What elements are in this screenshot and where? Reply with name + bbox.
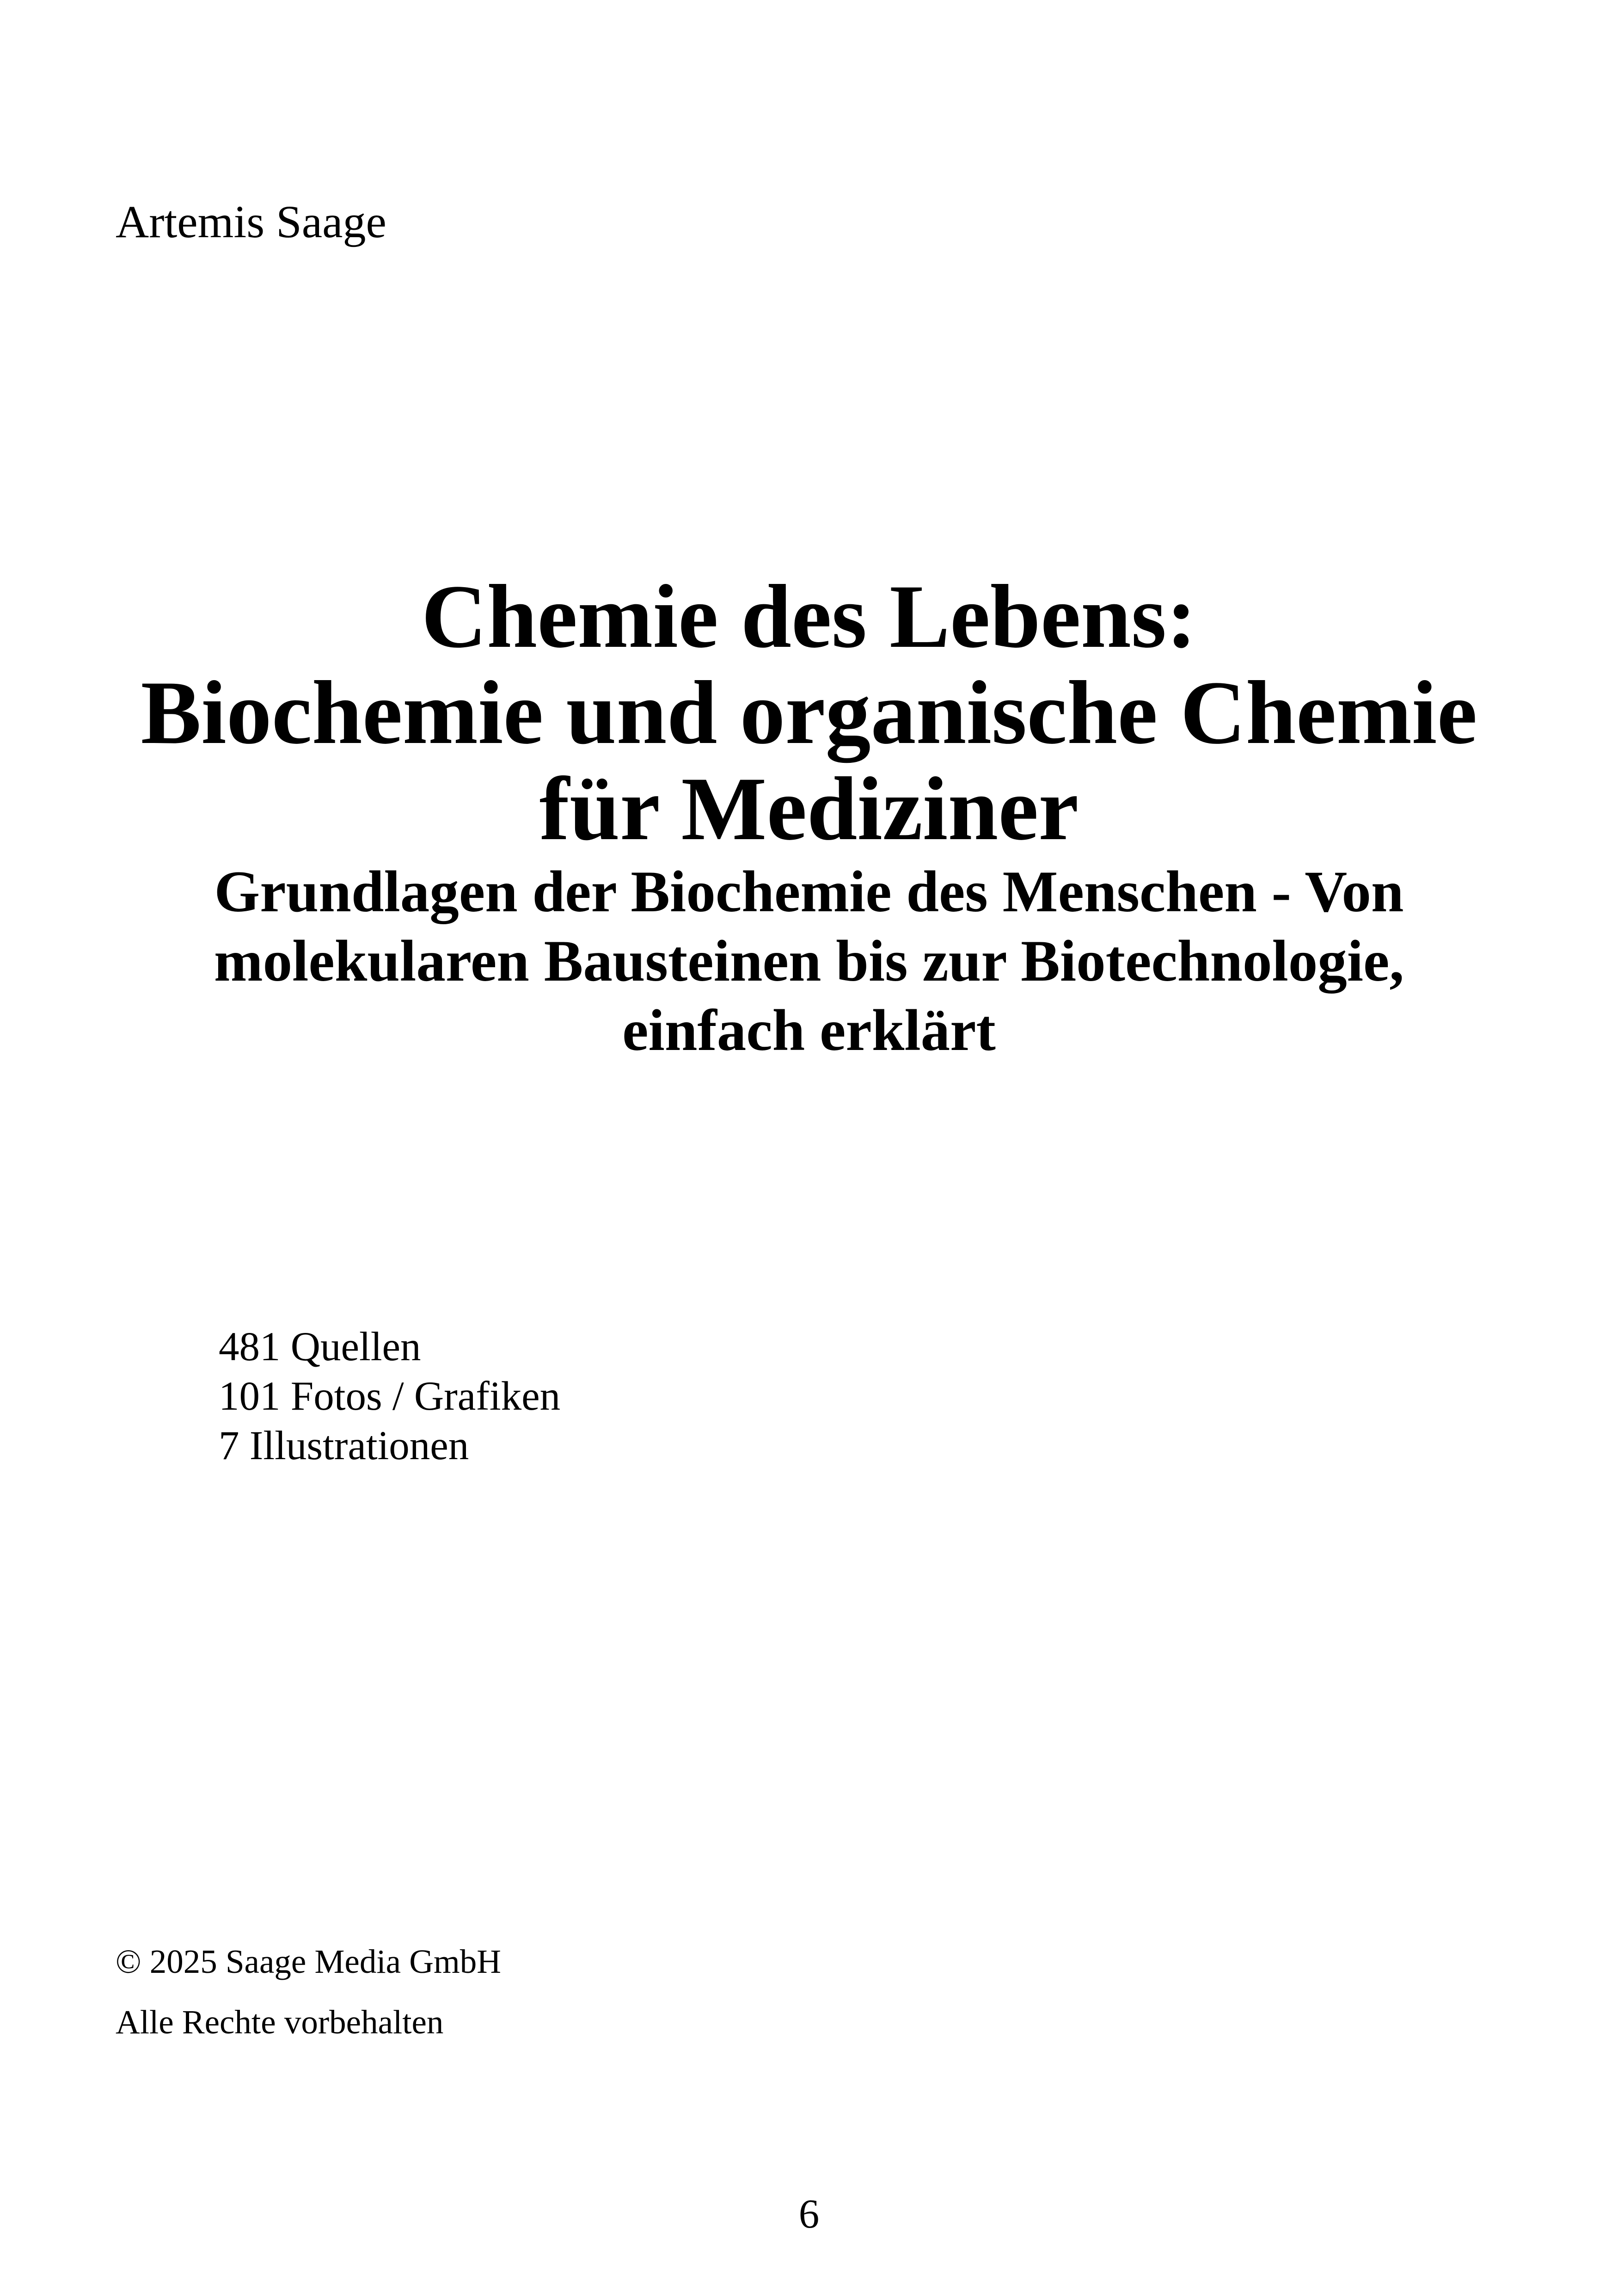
book-title-line-1: Chemie des Lebens: [421, 566, 1197, 667]
book-subtitle-line-3: einfach erklärt [622, 998, 996, 1063]
title-block [0, 566, 1618, 1065]
photos-graphics-count: 101 Fotos / Grafiken [219, 1374, 561, 1419]
book-stats [219, 1322, 560, 1471]
book-title-line-3: für Mediziner [539, 759, 1079, 859]
sources-count: 481 Quellen [219, 1324, 421, 1369]
rights-notice: Alle Rechte vorbehalten [116, 2003, 444, 2041]
book-title-line-2: Biochemie und organische Chemie [141, 663, 1477, 763]
illustrations-count: 7 Illustrationen [219, 1423, 469, 1468]
book-subtitle-line-2: molekularen Bausteinen bis zur Biotechnologie, [214, 929, 1404, 994]
book-subtitle-line-1: Grundlagen der Biochemie des Menschen - Von [214, 859, 1404, 924]
author-name: Artemis Saage [116, 196, 386, 247]
copyright-notice: © 2025 Saage Media GmbH [116, 1943, 501, 1980]
page-number: 6 [798, 2192, 820, 2237]
